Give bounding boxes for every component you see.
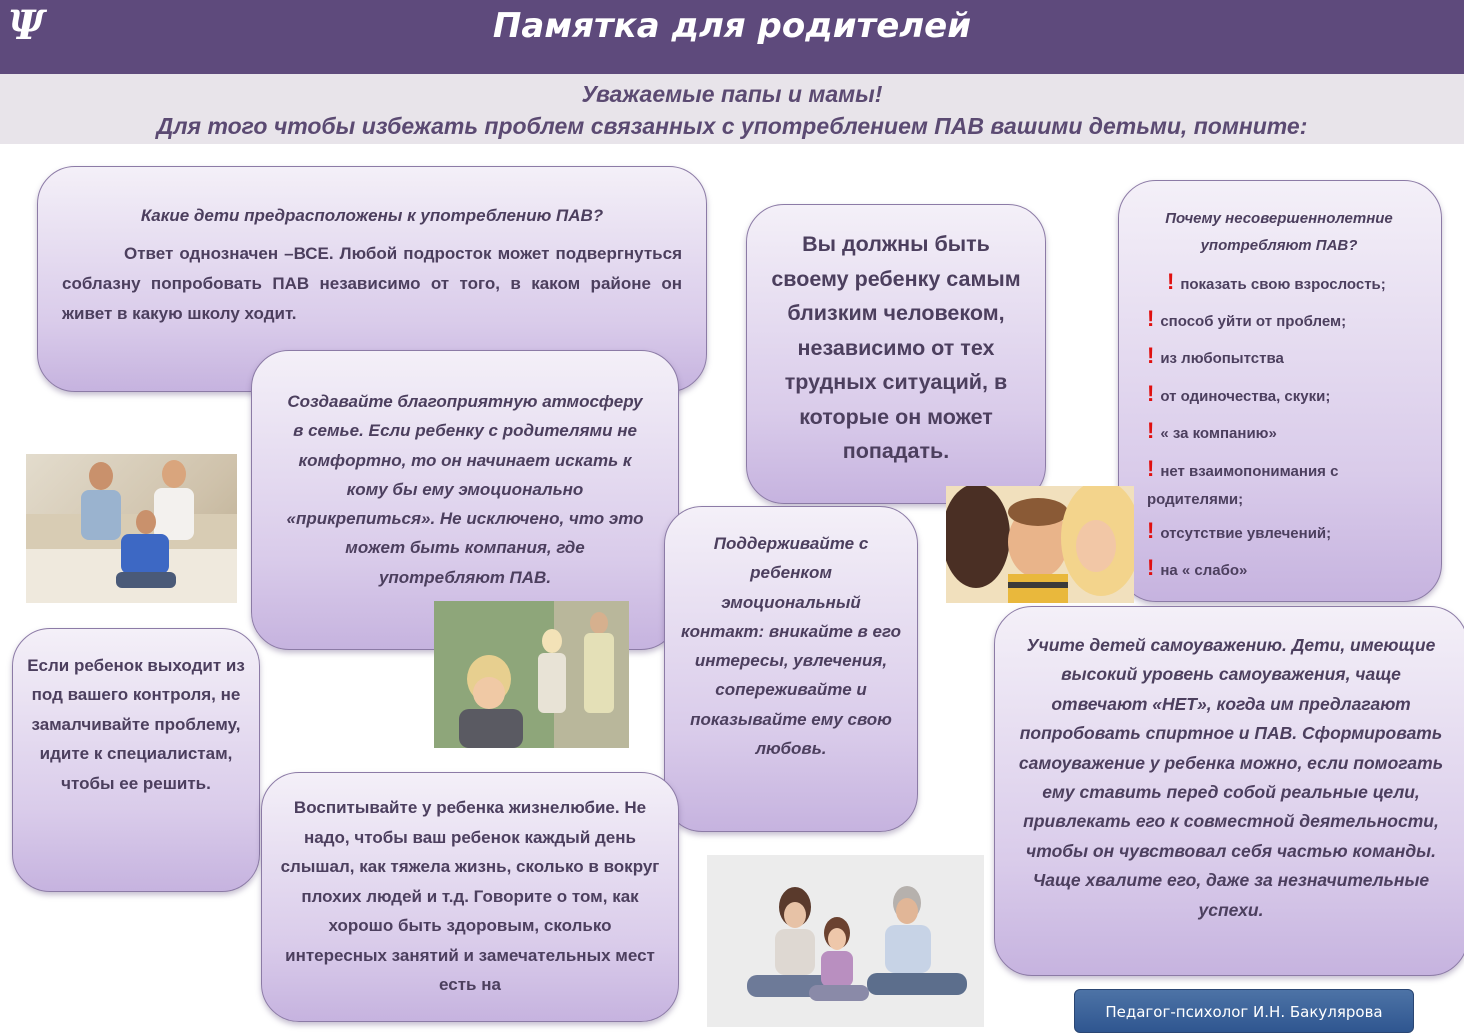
list-item: ! отсутствие увлечений;: [1147, 518, 1332, 544]
subheader-band: [0, 74, 1464, 144]
greeting-line: Уважаемые папы и мамы!: [581, 81, 883, 107]
exclamation-icon: !: [1147, 417, 1155, 443]
card-support-text: Поддерживайте с ребенком эмоциональный контакт: вникайте в его интересы, увлечения, сопереживайте и показывайте ему свою любовь.: [680, 534, 902, 759]
card-self-esteem: [994, 606, 1464, 976]
family-room-illustration: [434, 601, 629, 748]
family-floor-illustration: [707, 855, 984, 1027]
psi-logo: Ψ: [8, 2, 45, 49]
family-sofa-illustration: [26, 454, 237, 603]
card-why-heading: Почему несовершеннолетние употребляют ПАВ?: [1165, 210, 1393, 254]
card-atmosphere-text: Создавайте благоприятную атмосферу в семье. Если ребенку с родителями не комфортно, то он начинает искать к кому бы ему эмоционально «прикрепиться». Не исключено, что это может быть компания, где употребляют ПАВ.: [286, 392, 644, 587]
card-control-text: Если ребенок выходит из под вашего контроля, не замалчивайте проблему, идите к специалистам, чтобы ее решить.: [27, 656, 245, 793]
family-photo-floor: [707, 855, 984, 1027]
reasons-list: [1147, 265, 1425, 588]
list-item: ! « за компанию»: [1147, 417, 1277, 443]
card-zest-text: Воспитывайте у ребенка жизнелюбие. Не надо, чтобы ваш ребенок каждый день слышал, как тяжела жизнь, сколько в вокруг плохих людей и т.д. Говорите о том, как хорошо быть здоровым, сколько интересных занятий и замечательных мест есть на: [280, 798, 660, 994]
family-kiss-illustration: [946, 486, 1134, 603]
page-title: Памятка для родителей: [492, 6, 972, 46]
exclamation-icon: !: [1147, 380, 1155, 406]
card-predisposed-answer: Ответ однозначен –ВСЕ. Любой подросток может подвергнуться соблазну попробовать ПАВ независимо от того, в каком районе он живет в какую школу ходит.: [62, 244, 682, 323]
list-item: ! нет взаимопонимания с родителями;: [1147, 456, 1339, 509]
list-item: ! из любопытства: [1147, 343, 1284, 369]
list-item: ! от одиночества, скуки;: [1147, 380, 1331, 406]
intro-line: Для того чтобы избежать проблем связанных с употреблением ПАВ вашими детьми, помните:: [156, 113, 1308, 139]
card-predisposed-question: Какие дети предрасположены к употреблению ПАВ?: [140, 206, 604, 225]
exclamation-icon: !: [1147, 306, 1155, 332]
list-item: ! показать свою взрослость;: [1167, 269, 1386, 294]
family-photo-room: [434, 601, 629, 748]
list-item: ! на « слабо»: [1147, 555, 1248, 581]
family-photo-kiss: [946, 486, 1134, 603]
exclamation-icon: !: [1147, 456, 1155, 482]
exclamation-icon: !: [1147, 555, 1155, 581]
card-love-of-life: [261, 772, 679, 1022]
card-closest-text: Вы должны быть своему ребенку самым близким человеком, независимо от тех трудных ситуаций, в которые он может попадать.: [771, 232, 1021, 463]
card-control: [12, 628, 260, 892]
family-photo-sofa: [26, 454, 237, 603]
card-closest-person: [746, 204, 1046, 504]
author-signature: Педагог-психолог И.Н. Бакулярова: [1074, 989, 1414, 1033]
exclamation-icon: !: [1147, 518, 1155, 544]
header-bar: [0, 0, 1464, 74]
card-emotional-support: [664, 506, 918, 832]
card-selfesteem-text: Учите детей самоуважению. Дети, имеющие высокий уровень самоуважения, чаще отвечают «НЕТ», когда им предлагают попробовать спиртное и ПАВ. Сформировать самоуважение у ребенка можно, если помогать ему ставить перед собой реальные цели, привлекать его к совместной деятельности, чтобы он чувствовал себя частью команды. Чаще хвалите его, даже за незначительные успехи.: [1018, 635, 1444, 920]
list-item: ! способ уйти от проблем;: [1147, 306, 1347, 332]
exclamation-icon: !: [1147, 343, 1155, 369]
exclamation-icon: !: [1167, 269, 1175, 294]
card-why-reasons: [1118, 180, 1442, 602]
